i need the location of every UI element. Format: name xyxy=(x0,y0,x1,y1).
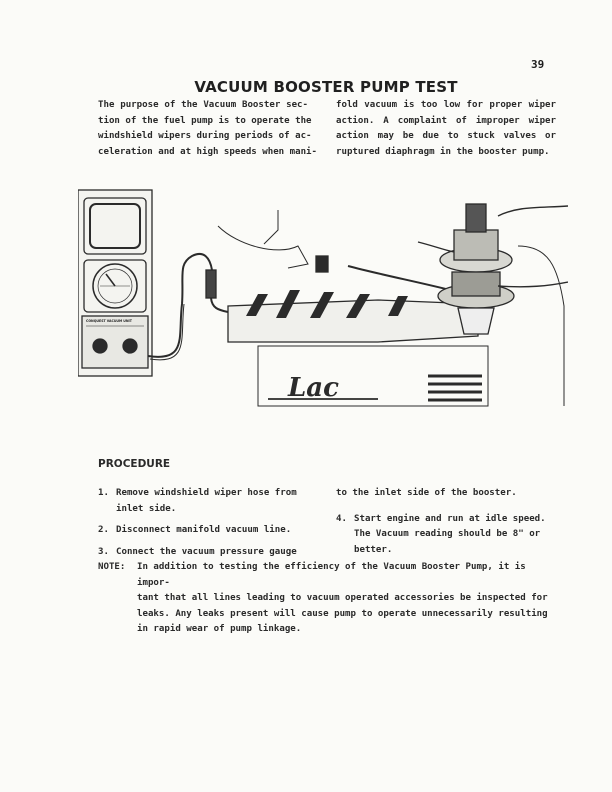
procedure-step xyxy=(336,512,556,559)
intro-line: action. A complaint of improper wiper xyxy=(336,115,556,126)
step-line: better. xyxy=(354,544,393,555)
step-number: 4. xyxy=(336,513,347,524)
intro-right-column xyxy=(336,98,556,160)
step-number: 1. xyxy=(98,488,109,498)
intro-line: action may be due to stuck valves or xyxy=(336,131,556,141)
step-line: inlet side. xyxy=(116,503,177,514)
intro-line: The purpose of the Vacuum Booster sec- xyxy=(98,100,308,110)
procedure-step xyxy=(98,523,324,539)
note-label: NOTE: xyxy=(98,562,126,572)
manifold-vacuum-line xyxy=(348,266,450,290)
intro-line: fold vacuum is too low for proper wiper xyxy=(336,100,556,110)
intro-line: tion of the fuel pump is to operate the xyxy=(98,115,312,126)
step-line: Connect the vacuum pressure gauge xyxy=(116,546,297,557)
intro-line: ruptured diaphragm in the booster pump. xyxy=(336,146,550,157)
note-body xyxy=(137,560,555,638)
hose-connector xyxy=(206,270,216,298)
vacuum-test-illustration xyxy=(78,186,568,436)
valve-cover-script: Lac xyxy=(288,373,339,403)
procedure-steps-left xyxy=(98,486,324,566)
page-title: VACUUM BOOSTER PUMP TEST xyxy=(194,78,458,96)
gauge-unit-label: CONQUEST VACUUM UNIT xyxy=(86,319,132,323)
procedure-heading: PROCEDURE xyxy=(98,458,171,470)
intro-line: windshield wipers during periods of ac- xyxy=(98,131,312,141)
procedure-step xyxy=(98,545,324,561)
gauge-unit-control-panel xyxy=(82,316,148,368)
vacuum-hose xyxy=(148,254,212,357)
step-line: Start engine and run at idle speed. xyxy=(354,513,546,524)
step-line: The Vacuum reading should be 8" or xyxy=(354,529,541,539)
note-line: In addition to testing the efficiency of the Vacuum Booster Pump, it is impor- xyxy=(137,562,526,588)
step-line: Remove windshield wiper hose from xyxy=(116,488,297,498)
step-continuation: to the inlet side of the booster. xyxy=(336,488,517,498)
step-line: Disconnect manifold vacuum line. xyxy=(116,525,292,535)
page-number: 39 xyxy=(531,58,545,71)
note-line: in rapid wear of pump linkage. xyxy=(137,624,302,634)
note-line: leaks. Any leaks present will cause pump to operate unnecessarily resulting xyxy=(137,608,548,619)
step-number: 2. xyxy=(98,525,109,535)
intro-line: celeration and at high speeds when mani- xyxy=(98,146,317,157)
step-number: 3. xyxy=(98,546,109,557)
procedure-step xyxy=(98,486,324,517)
gauge-knob-left xyxy=(93,339,107,353)
intro-left-column xyxy=(98,98,317,160)
valve-cover-ribs xyxy=(428,376,482,400)
gauge-knob-right xyxy=(123,339,137,353)
procedure-steps-right xyxy=(336,486,556,564)
note-line: tant that all lines leading to vacuum operated accessories be inspected for xyxy=(137,593,548,603)
